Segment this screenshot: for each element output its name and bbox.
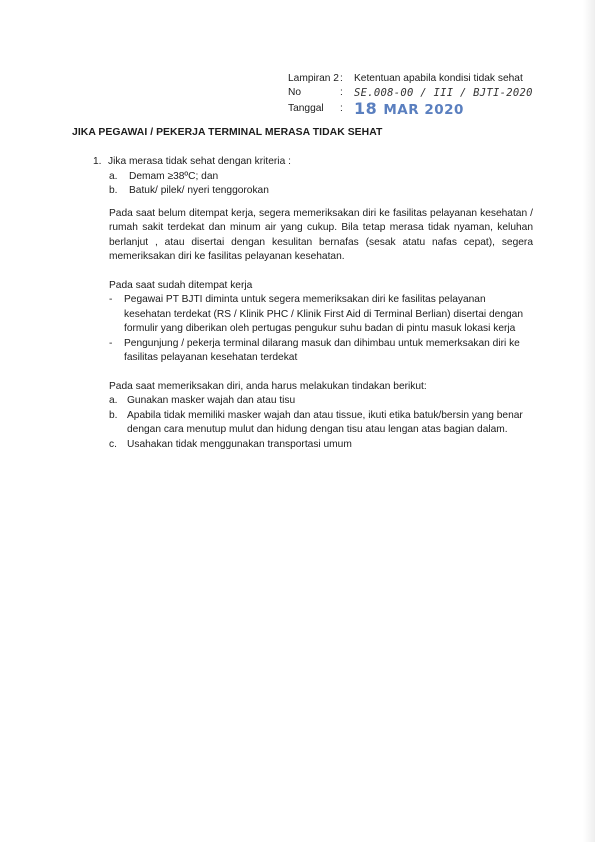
document-body [93, 155, 533, 452]
date-stamp [354, 98, 464, 118]
criteria-text: Batuk/ pilek/ nyeri tenggorokan [129, 185, 269, 196]
section-1-intro: Jika merasa tidak sehat dengan kriteria : [108, 156, 291, 167]
tanggal-separator: : [340, 103, 343, 114]
dash-marker: - [109, 294, 113, 305]
paragraph-checkup-intro: Pada saat memeriksakan diri, anda harus melakukan tindakan berikut: [109, 380, 427, 392]
criteria-item [109, 170, 533, 185]
list-letter: c. [109, 438, 117, 450]
list-letter: a. [109, 395, 118, 406]
list-item-text: Pegawai PT BJTI diminta untuk segera memeriksakan diri ke fasilitas pelayanan kesehatan terdekat (RS / Klinik PHC / Klinik First Aid di Terminal Berlian) disertai dengan formulir yang diberikan oleh pertugas pengukur suhu badan di pintu masuk lokasi kerja [124, 294, 523, 334]
list-item [109, 337, 533, 366]
list-item-text: Pengunjung / pekerja terminal dilarang masuk dan dihimbau untuk memerksakan diri ke fasilitas pelayanan kesehatan terdekat [124, 337, 520, 363]
lampiran-separator: : [340, 73, 343, 84]
document-header [288, 72, 533, 118]
date-stamp-day: 18 [354, 98, 378, 118]
criteria-list [93, 170, 533, 199]
lampiran-value: Ketentuan apabila kondisi tidak sehat [354, 73, 523, 84]
criteria-item [109, 184, 533, 199]
document-title: JIKA PEGAWAI / PEKERJA TERMINAL MERASA TIDAK SEHAT [72, 127, 383, 138]
list-item [109, 438, 533, 453]
section-1-number: 1. [93, 156, 102, 167]
at-work-list [93, 293, 533, 366]
list-item-text: Gunakan masker wajah dan atau tisu [127, 395, 296, 406]
no-label: No [288, 87, 302, 98]
criteria-letter: b. [109, 185, 118, 196]
no-separator: : [340, 87, 343, 98]
list-item [109, 394, 533, 409]
checkup-actions-list [93, 394, 533, 452]
paragraph-before-work: Pada saat belum ditempat kerja, segera memeriksakan diri ke fasilitas pelayanan kesehatan / rumah sakit terdekat dan minum air yang cukup. Bila tetap merasa tidak nyaman, keluhan berlanjut , atau disertai dengan kesulitan bernafas (sesak atatu nafas cepat), segera memeriksakan diri ke fasilitas pelayanan kesehatan. [109, 207, 533, 262]
list-item-text: Usahakan tidak menggunakan transportasi umum [127, 438, 352, 450]
list-letter: b. [109, 409, 118, 421]
date-stamp-month-year: MAR 2020 [383, 101, 464, 118]
tanggal-label: Tanggal [288, 103, 324, 114]
lampiran-row [288, 72, 533, 86]
no-value-handwritten: SE.008-00 / III / BJTI-2020 [354, 87, 533, 99]
list-item [109, 293, 533, 337]
scan-edge-shadow [583, 0, 595, 842]
list-item-text: Apabila tidak memiliki masker wajah dan atau tissue, ikuti etika batuk/bersin yang benar dengan cara menutup mulut dan hidung dengan tisu atau lengan atas bagian dalam. [127, 409, 523, 435]
lampiran-label: Lampiran 2 [288, 73, 339, 84]
no-row [288, 86, 533, 100]
tanggal-row [288, 100, 533, 118]
paragraph-at-work-intro: Pada saat sudah ditempat kerja [109, 279, 253, 291]
criteria-text: Demam ≥38ºC; dan [129, 170, 219, 182]
criteria-letter: a. [109, 170, 118, 182]
list-item [109, 409, 533, 438]
dash-marker: - [109, 337, 113, 349]
section-1-heading [93, 155, 533, 170]
